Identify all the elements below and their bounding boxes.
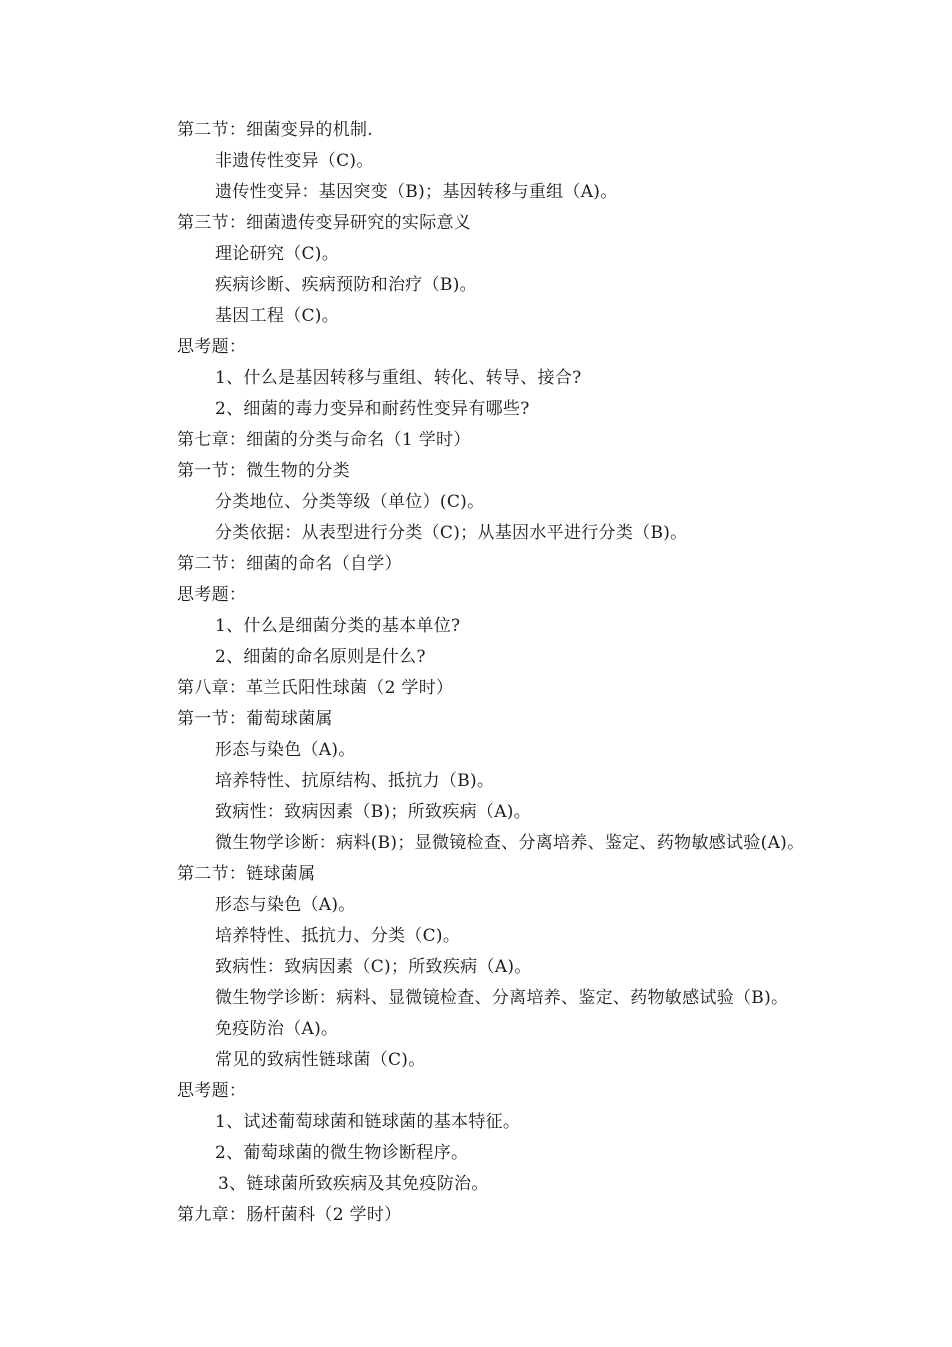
question-item: 2、葡萄球菌的微生物诊断程序。 [215, 1143, 469, 1163]
section-heading: 第二节：细菌变异的机制. [177, 120, 374, 140]
section-heading: 第二节：链球菌属 [177, 864, 316, 884]
list-item: 致病性：致病因素（B)；所致疾病（A)。 [215, 802, 532, 822]
list-item: 基因工程（C)。 [215, 306, 340, 326]
list-item: 疾病诊断、疾病预防和治疗（B)。 [215, 275, 477, 295]
list-item: 致病性：致病因素（C)；所致疾病（A)。 [215, 957, 532, 977]
list-item: 形态与染色（A)。 [215, 740, 356, 760]
question-item: 2、细菌的毒力变异和耐药性变异有哪些? [215, 399, 530, 419]
list-item: 培养特性、抗原结构、抵抗力（B)。 [215, 771, 495, 791]
section-heading: 第三节：细菌遗传变异研究的实际意义 [177, 213, 472, 233]
question-item: 1、试述葡萄球菌和链球菌的基本特征。 [215, 1112, 521, 1132]
list-item: 常见的致病性链球菌（C)。 [215, 1050, 426, 1070]
list-item: 培养特性、抵抗力、分类（C)。 [215, 926, 461, 946]
questions-heading: 思考题： [177, 585, 247, 605]
question-item: 3、链球菌所致疾病及其免疫防治。 [218, 1174, 489, 1194]
questions-heading: 思考题： [177, 337, 247, 357]
questions-heading: 思考题： [177, 1081, 247, 1101]
list-item: 分类依据：从表型进行分类（C)；从基因水平进行分类（B)。 [215, 523, 688, 543]
list-item: 形态与染色（A)。 [215, 895, 356, 915]
list-item: 非遗传性变异（C)。 [215, 151, 374, 171]
list-item: 分类地位、分类等级（单位）(C)。 [215, 492, 485, 512]
section-heading: 第一节：葡萄球菌属 [177, 709, 333, 729]
list-item: 遗传性变异：基因突变（B)；基因转移与重组（A)。 [215, 182, 618, 202]
question-item: 1、什么是细菌分类的基本单位? [215, 616, 461, 636]
chapter-heading: 第七章：细菌的分类与命名（1 学时） [177, 430, 471, 450]
question-item: 1、什么是基因转移与重组、转化、转导、接合? [215, 368, 582, 388]
list-item: 理论研究（C)。 [215, 244, 340, 264]
list-item: 免疫防治（A)。 [215, 1019, 339, 1039]
question-item: 2、细菌的命名原则是什么? [215, 647, 426, 667]
chapter-heading: 第八章：革兰氏阳性球菌（2 学时） [177, 678, 454, 698]
section-heading: 第一节：微生物的分类 [177, 461, 350, 481]
document-body [177, 115, 877, 1231]
list-item: 微生物学诊断：病料、显微镜检查、分离培养、鉴定、药物敏感试验（B)。 [215, 988, 789, 1008]
list-item: 微生物学诊断：病料(B)；显微镜检查、分离培养、鉴定、药物敏感试验(A)。 [215, 833, 805, 853]
chapter-heading: 第九章：肠杆菌科（2 学时） [177, 1205, 402, 1225]
section-heading: 第二节：细菌的命名（自学） [177, 554, 402, 574]
